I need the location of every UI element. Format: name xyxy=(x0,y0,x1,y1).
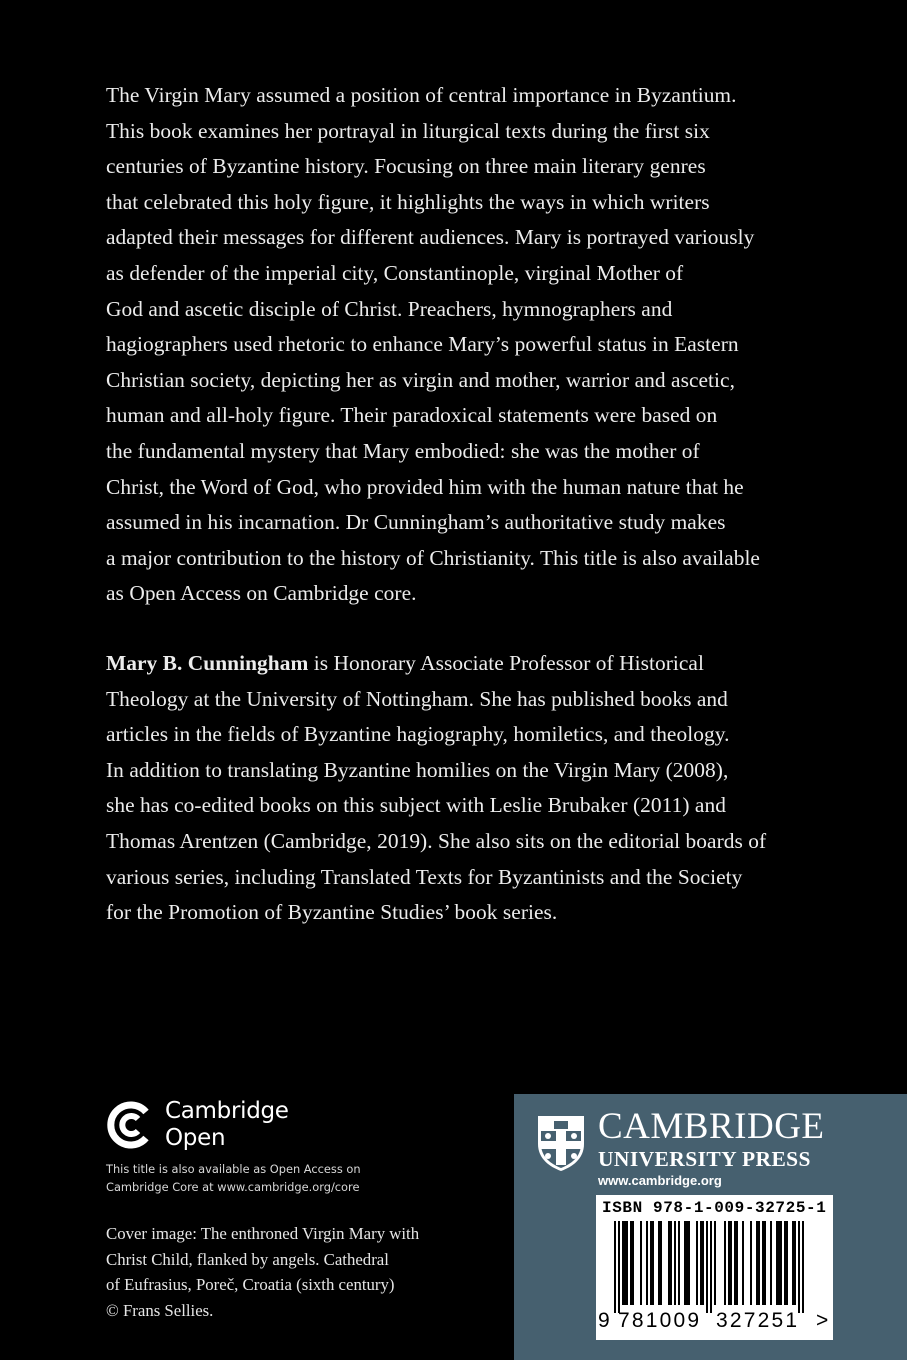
barcode-bar xyxy=(730,1221,732,1305)
book-description-line: a major contribution to the history of Christianity. This title is also available xyxy=(106,545,760,570)
author-bio-line: In addition to translating Byzantine homilies on the Virgin Mary (2008), xyxy=(106,757,729,782)
author-bio-line: articles in the fields of Byzantine hagiography, homiletics, and theology. xyxy=(106,722,730,747)
author-bio-first-line: is Honorary Associate Professor of Historical xyxy=(308,651,704,675)
cambridge-open-wordmark xyxy=(165,1098,289,1152)
publisher-press-label: UNIVERSITY PRESS xyxy=(598,1147,811,1171)
barcode-guard-bar xyxy=(706,1221,708,1313)
barcode-guard-bar xyxy=(614,1221,616,1313)
cover-credit-line: © Frans Sellies. xyxy=(106,1300,214,1320)
barcode-bar xyxy=(632,1221,634,1305)
barcode-bar xyxy=(764,1221,766,1305)
cambridge-open-wordmark-line1: Cambridge xyxy=(165,1098,289,1124)
book-description-line: God and ascetic disciple of Christ. Preachers, hymnographers and xyxy=(106,296,673,321)
cover-credit-line: Cover image: The enthroned Virgin Mary with xyxy=(106,1224,420,1243)
barcode-guard-bar xyxy=(802,1221,804,1313)
cambridge-open-logo xyxy=(105,1098,365,1156)
barcode-guard-bar xyxy=(798,1221,800,1313)
barcode-bar xyxy=(750,1221,752,1305)
barcode-bar xyxy=(784,1221,786,1305)
barcode-bar xyxy=(652,1221,654,1305)
barcode-bar xyxy=(736,1221,738,1305)
book-description-line: This book examines her portrayal in liturgical texts during the first six xyxy=(106,118,710,143)
barcode-bar xyxy=(622,1221,624,1305)
barcode-bar xyxy=(734,1221,736,1305)
barcode-digits-left: 781009 xyxy=(618,1309,702,1332)
book-description xyxy=(106,78,806,612)
barcode-bar xyxy=(674,1221,676,1305)
barcode-bar xyxy=(630,1221,632,1305)
barcode-bar xyxy=(714,1221,716,1305)
barcode-digit-first: 9 xyxy=(598,1309,610,1332)
barcode-bar xyxy=(688,1221,690,1305)
isbn-barcode xyxy=(596,1195,833,1340)
book-description-line: adapted their messages for different audiences. Mary is portrayed variously xyxy=(106,225,755,250)
barcode-bar xyxy=(646,1221,648,1305)
cover-image-credit xyxy=(106,1221,419,1323)
barcode-digits xyxy=(596,1308,833,1338)
book-description-line: The Virgin Mary assumed a position of central importance in Byzantium. xyxy=(106,83,737,107)
book-description-line: as defender of the imperial city, Constantinople, virginal Mother of xyxy=(106,260,684,285)
barcode-bar xyxy=(640,1221,642,1305)
barcode-bar xyxy=(728,1221,730,1305)
barcode-bar xyxy=(770,1221,772,1305)
barcode-bar xyxy=(686,1221,688,1305)
barcode-bar xyxy=(756,1221,758,1305)
book-description-line: as Open Access on Cambridge core. xyxy=(106,581,417,606)
university-shield-icon xyxy=(536,1114,586,1172)
open-access-note-line: This title is also available as Open Access on xyxy=(106,1162,361,1176)
barcode-digits-right: 327251 xyxy=(716,1309,800,1332)
author-bio-line: Theology at the University of Nottingham. She has published books and xyxy=(106,686,728,711)
barcode-bar xyxy=(776,1221,778,1305)
open-access-note-line: Cambridge Core at www.cambridge.org/core xyxy=(106,1180,360,1194)
barcode-bar xyxy=(724,1221,726,1305)
barcode-bar xyxy=(794,1221,796,1305)
barcode-bars xyxy=(596,1219,833,1314)
barcode-bar xyxy=(678,1221,680,1305)
isbn-label: ISBN 978-1-009-32725-1 xyxy=(602,1199,827,1217)
barcode-bar xyxy=(658,1221,660,1305)
barcode-bar xyxy=(762,1221,764,1305)
barcode-bar xyxy=(702,1221,704,1305)
barcode-bar xyxy=(742,1221,744,1305)
book-description-line: Christian society, depicting her as virgin and mother, warrior and ascetic, xyxy=(106,367,735,392)
publisher-panel xyxy=(514,1094,907,1360)
barcode-bar xyxy=(670,1221,672,1305)
barcode-bar xyxy=(700,1221,702,1305)
barcode-bar xyxy=(758,1221,760,1305)
barcode-bar xyxy=(778,1221,780,1305)
barcode-bar xyxy=(650,1221,652,1305)
barcode-guard-bar xyxy=(618,1221,620,1313)
barcode-bar xyxy=(668,1221,670,1305)
barcode-bar xyxy=(696,1221,698,1305)
barcode-guard-bar xyxy=(710,1221,712,1313)
book-description-line: that celebrated this holy figure, it highlights the ways in which writers xyxy=(106,189,710,214)
book-description-line: Christ, the Word of God, who provided him with the human nature that he xyxy=(106,474,744,499)
publisher-url: www.cambridge.org xyxy=(598,1173,722,1188)
book-description-line: human and all-holy figure. Their paradoxical statements were based on xyxy=(106,403,718,428)
barcode-quiet-zone-mark: > xyxy=(816,1309,829,1332)
book-description-line: the fundamental mystery that Mary embodied: she was the mother of xyxy=(106,438,700,463)
book-description-line: assumed in his incarnation. Dr Cunningham’s authoritative study makes xyxy=(106,510,726,535)
cambridge-open-wordmark-line2: Open xyxy=(165,1125,226,1151)
cover-credit-line: Christ Child, flanked by angels. Cathedral xyxy=(106,1249,389,1269)
book-description-line: hagiographers used rhetoric to enhance Mary’s powerful status in Eastern xyxy=(106,332,739,357)
author-name: Mary B. Cunningham xyxy=(106,651,309,675)
barcode-bar xyxy=(786,1221,788,1305)
author-bio-line xyxy=(106,646,806,682)
author-bio-line: various series, including Translated Texts for Byzantinists and the Society xyxy=(106,864,743,889)
barcode-bar xyxy=(792,1221,794,1305)
book-description-line: centuries of Byzantine history. Focusing on three main literary genres xyxy=(106,154,706,179)
cambridge-open-logo-icon xyxy=(105,1100,155,1150)
barcode-bar xyxy=(780,1221,782,1305)
publisher-name: CAMBRIDGE xyxy=(598,1106,825,1147)
author-bio xyxy=(106,646,806,931)
author-bio-line: Thomas Arentzen (Cambridge, 2019). She also sits on the editorial boards of xyxy=(106,828,767,853)
barcode-bar xyxy=(624,1221,626,1305)
barcode-bar xyxy=(684,1221,686,1305)
author-bio-line: she has co-edited books on this subject with Leslie Brubaker (2011) and xyxy=(106,793,726,818)
open-access-note xyxy=(106,1160,361,1196)
cover-credit-line: of Eufrasius, Poreč, Croatia (sixth century) xyxy=(106,1275,395,1295)
author-bio-line: for the Promotion of Byzantine Studies’ book series. xyxy=(106,900,558,925)
barcode-bar xyxy=(660,1221,662,1305)
barcode-bar xyxy=(626,1221,628,1305)
